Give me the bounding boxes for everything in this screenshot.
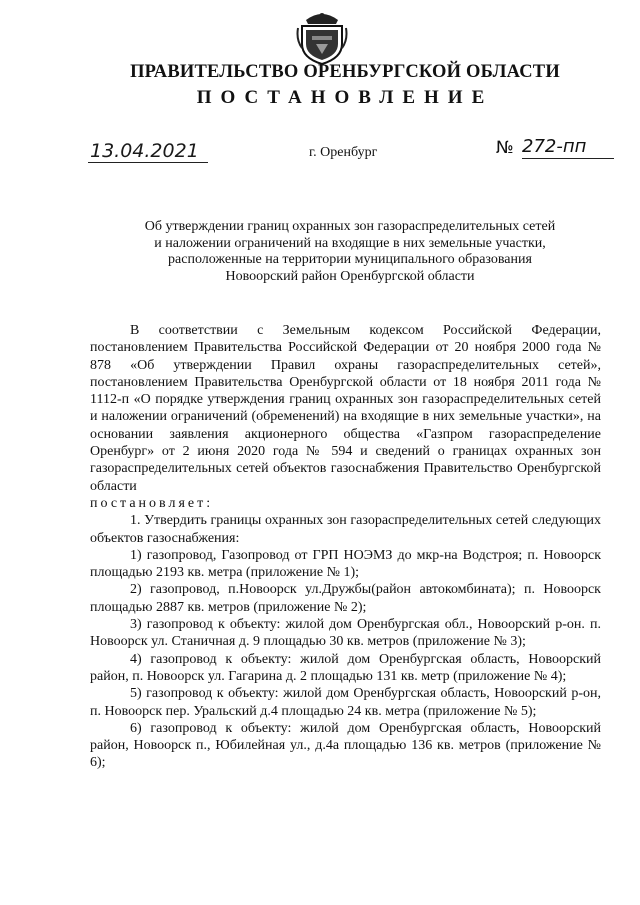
clause-paragraph: 1. Утвердить границы охранных зон газораспределительных сетей следующих объектов газоснабжения: — [90, 513, 601, 546]
title-line: расположенные на территории муниципального образования — [168, 252, 532, 267]
document-number-label: № — [496, 138, 514, 158]
list-item: 1) газопровод, Газопровод от ГРП НОЭМЗ до мкр-на Водстроя; п. Новоорск площадью 2193 кв. метра (приложение № 1); — [90, 547, 601, 581]
document-city: г. Оренбург — [309, 145, 378, 160]
list-item: 2) газопровод, п.Новоорск ул.Дружбы(район автокомбината); п. Новоорск площадью 2887 кв. метров (приложение № 2); — [90, 582, 601, 615]
title-line: Об утверждении границ охранных зон газораспределительных сетей — [144, 219, 556, 234]
decides-word: постановляет: — [90, 495, 214, 511]
government-name: ПРАВИТЕЛЬСТВО ОРЕНБУРГСКОЙ ОБЛАСТИ — [130, 62, 560, 82]
preamble-paragraph: В соответствии с Земельным кодексом Российской Федерации, постановлением Правительства Российской Федерации от 20 ноября 2000 года № 878 «Об утверждении Правил охраны газораспределительных сетей», постановлением Правительства Оренбургской области от 18 ноября 2011 года № 1112-п «О порядке утверждения границ охранных зон газораспределительных сетей и наложении ограничений (обременений) на входящие в них земельные участки», на основании заявления акционерного общества «Газпром газораспределение Оренбург» от 2 июня 2020 года № 594 и сведений о границах охранных зон газораспределительных сетей объектов газоснабжения Правительство Оренбургской области — [90, 323, 601, 494]
document-title — [60, 219, 640, 285]
document-date: 13.04.2021 — [88, 140, 208, 163]
title-line: Новоорский район Оренбургской области — [225, 268, 475, 284]
list-item: 5) газопровод к объекту: жилой дом Оренбургская область, Новоорский р-он, п. Новоорск пер. Уральский д.4 площадью 24 кв. метра (приложение № 5); — [90, 686, 601, 719]
document-body — [90, 322, 601, 772]
list-item: 3) газопровод к объекту: жилой дом Оренбургская обл., Новоорский р-он. п. Новоорск ул. Станичная д. 9 площадью 30 кв. метров (приложение № 3); — [90, 617, 601, 650]
title-line: и наложении ограничений на входящие в них земельные участки, — [154, 235, 546, 251]
document-number: 272-пп — [522, 136, 614, 159]
list-item: 4) газопровод к объекту: жилой дом Оренбургская область, Новоорский район, п. Новоорск ул. Гагарина д. 2 площадью 131 кв. метр (приложение № 4); — [90, 651, 601, 684]
document-type: ПОСТАНОВЛЕНИЕ — [196, 87, 494, 108]
list-item: 6) газопровод к объекту: жилой дом Оренбургская область, Новоорский район, Новоорск п., Юбилейная ул., д.4а площадью 136 кв. метров (приложение № 6); — [90, 720, 601, 771]
coat-of-arms-icon — [296, 10, 348, 66]
